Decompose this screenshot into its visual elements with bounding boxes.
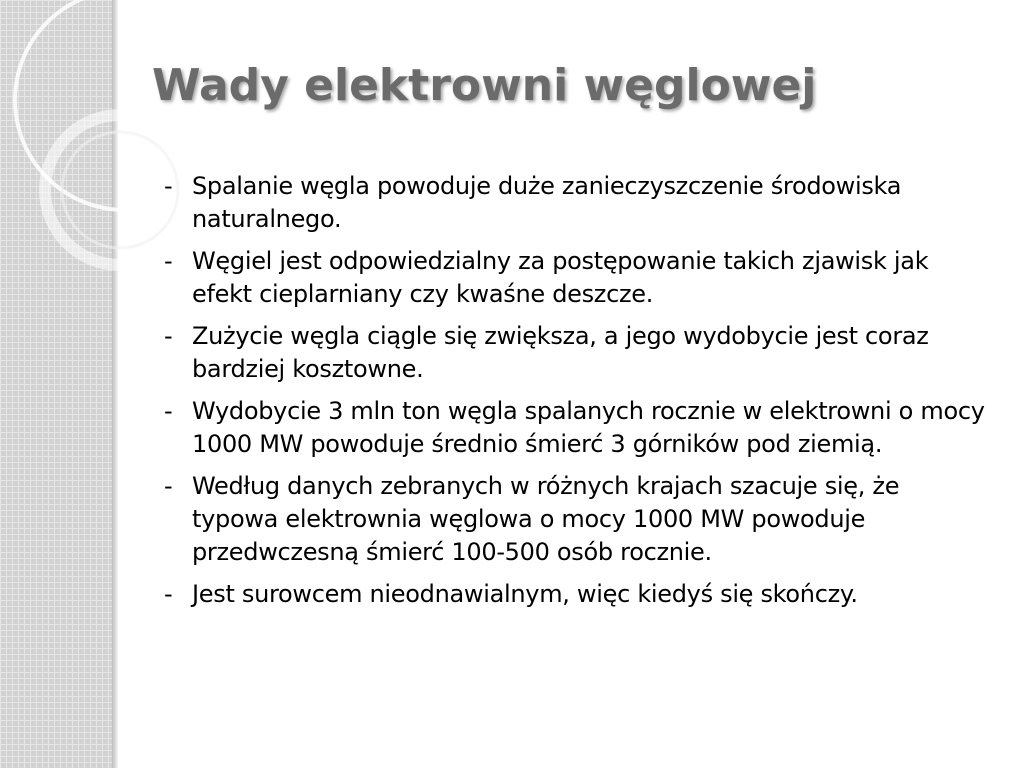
bullet-text: Wydobycie 3 mln ton węgla spalanych rocznie w elektrowni o mocy 1000 MW powoduje średnio śmierć 3 górników pod ziemią. <box>192 397 985 458</box>
bullet-marker: - <box>164 397 173 425</box>
bullet-marker: - <box>164 172 173 200</box>
bullet-marker: - <box>164 472 173 500</box>
bullet-item <box>160 245 990 311</box>
decorative-rings <box>0 0 180 300</box>
bullet-text: Spalanie węgla powoduje duże zanieczyszczenie środowiska naturalnego. <box>192 172 902 233</box>
bullet-marker: - <box>164 580 173 608</box>
bullet-item <box>160 320 990 386</box>
bullet-item <box>160 395 990 461</box>
bullet-list <box>160 170 990 620</box>
bullet-item <box>160 578 990 611</box>
bullet-text: Węgiel jest odpowiedzialny za postępowanie takich zjawisk jak efekt cieplarniany czy kwaśne deszcze. <box>192 247 929 308</box>
slide-title: Wady elektrowni węglowej <box>152 60 817 111</box>
bullet-text: Zużycie węgla ciągle się zwiększa, a jego wydobycie jest coraz bardziej kosztowne. <box>192 322 929 383</box>
bullet-item <box>160 170 990 236</box>
bullet-text: Jest surowcem nieodnawialnym, więc kiedyś się skończy. <box>192 580 858 608</box>
bullet-text: Według danych zebranych w różnych krajach szacuje się, że typowa elektrownia węglowa o mocy 1000 MW powoduje przedwczesną śmierć 100-500 osób rocznie. <box>192 472 900 566</box>
bullet-marker: - <box>164 322 173 350</box>
bullet-marker: - <box>164 247 173 275</box>
bullet-item <box>160 470 990 569</box>
